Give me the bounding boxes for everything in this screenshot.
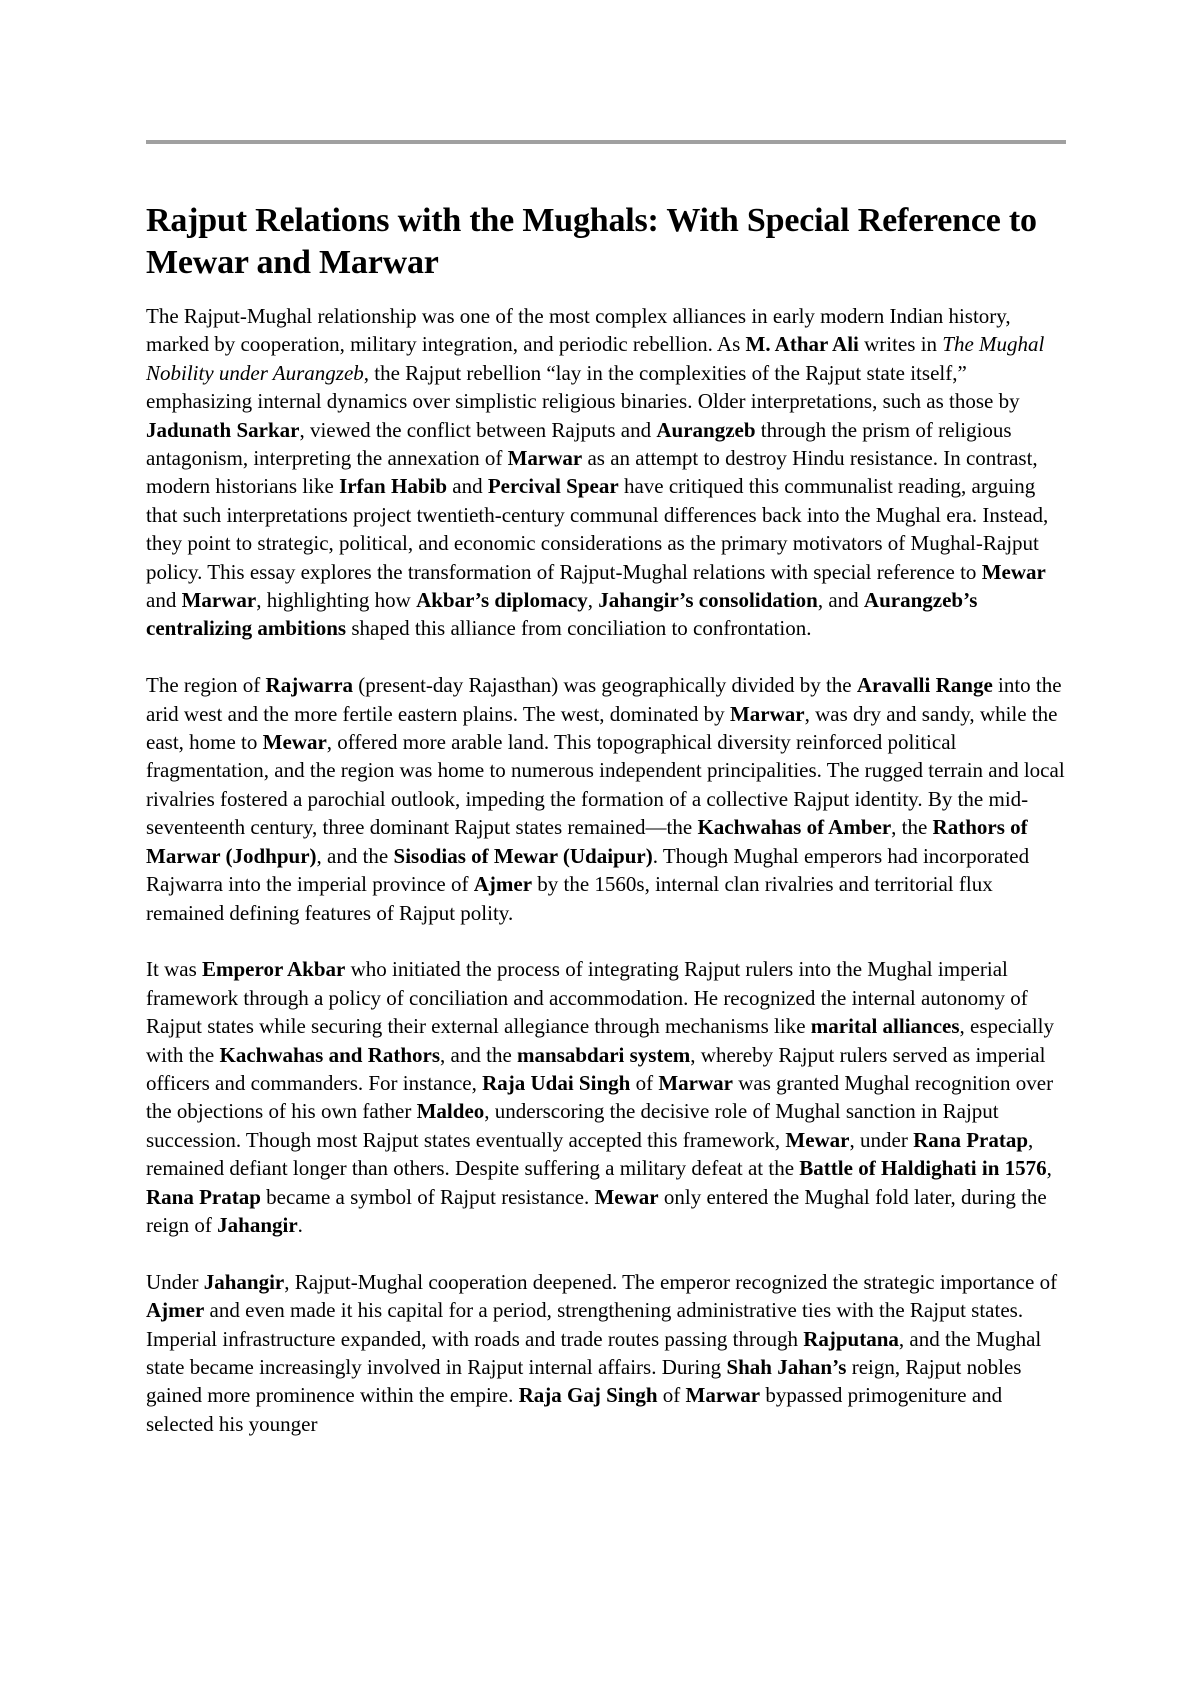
text-run: became a symbol of Rajput resistance. <box>260 1184 595 1209</box>
bold-term: Jadunath Sarkar <box>146 417 300 442</box>
bold-term: Shah Jahan’s <box>726 1354 847 1379</box>
text-run: and <box>447 474 488 499</box>
text-run: , underscoring the decisive role of Mughal sanction in Rajput succession. Though most Rajput states eventually accepted this framework, <box>146 1099 999 1152</box>
paragraph-jahangir <box>146 1268 1066 1438</box>
text-run: bypassed primogeniture and selected his younger <box>146 1383 1003 1436</box>
bold-term: Maldeo <box>416 1099 485 1124</box>
horizontal-rule <box>146 140 1066 144</box>
text-run: into the arid west and the more fertile eastern plains. The west, dominated by <box>146 673 1062 726</box>
bold-term: mansabdari system <box>517 1042 691 1067</box>
bold-term: Jahangir’s consolidation <box>598 588 818 613</box>
document-page <box>146 140 1066 1467</box>
paragraph-intro <box>146 302 1066 643</box>
bold-term: Aurangzeb’s centralizing ambitions <box>146 588 978 641</box>
text-run: . <box>297 1212 303 1237</box>
text-run: shaped this alliance from conciliation to confrontation. <box>346 616 812 641</box>
document-title: Rajput Relations with the Mughals: With Special Reference to Mewar and Marwar <box>146 202 1037 281</box>
text-run: , the <box>891 815 933 840</box>
bold-term: Percival Spear <box>487 474 619 499</box>
text-run: writes in <box>858 332 943 357</box>
bold-term: Marwar <box>507 446 583 471</box>
text-run: , offered more arable land. This topographical diversity reinforced political fragmentation, and the region was home to numerous independent principalities. The rugged terrain and local rivalries fostered a parochial outlook, impeding the formation of a collective Rajput identity. By the mid-seventeenth century, three dominant Rajput states remained—the <box>146 730 1065 840</box>
bold-term: Marwar <box>658 1070 733 1095</box>
text-run: (present-day Rajasthan) was geographically divided by the <box>353 673 857 698</box>
italic-title: The Mughal Nobility under Aurangzeb <box>146 332 1045 385</box>
bold-term: Rathors of Marwar (Jodhpur) <box>146 815 1028 868</box>
bold-term: marital alliances <box>810 1014 960 1039</box>
bold-term: Raja Udai Singh <box>482 1070 631 1095</box>
text-run: Under <box>146 1269 204 1294</box>
text-run: , under <box>849 1127 914 1152</box>
bold-term: Marwar <box>181 588 257 613</box>
bold-term: Kachwahas and Rathors <box>219 1042 441 1067</box>
text-run: and even made it his capital for a period, strengthening administrative ties with the Rajput states. Imperial infrastructure expanded, with roads and trade routes passing through <box>146 1298 1024 1351</box>
paragraph-geography <box>146 671 1066 927</box>
text-run: was granted Mughal recognition over the objections of his own father <box>146 1070 1054 1124</box>
text-run: , and the <box>316 843 394 868</box>
text-run: by the 1560s, internal clan rivalries and territorial flux remained defining features of Rajput polity. <box>146 872 993 925</box>
text-run: , Rajput-Mughal cooperation deepened. The emperor recognized the strategic importance of <box>284 1269 1058 1294</box>
text-run: , <box>587 588 599 613</box>
bold-term: Rana Pratap <box>146 1184 261 1209</box>
text-run: of <box>657 1383 686 1408</box>
bold-term: Aravalli Range <box>856 673 993 698</box>
text-run: only entered the Mughal fold later, during the reign of <box>146 1184 1047 1237</box>
bold-term: Raja Gaj Singh <box>518 1383 658 1408</box>
text-run: The Rajput-Mughal relationship was one of the most complex alliances in early modern Indian history, marked by cooperation, military integration, and periodic rebellion. As <box>146 304 1011 357</box>
bold-term: Sisodias of Mewar (Udaipur) <box>393 843 653 868</box>
bold-term: Mewar <box>981 559 1046 584</box>
text-run: . Though Mughal emperors had incorporated Rajwarra into the imperial province of <box>146 843 1030 897</box>
text-run: of <box>630 1070 659 1095</box>
bold-term: Battle of Haldighati in 1576 <box>799 1156 1047 1181</box>
bold-term: Irfan Habib <box>339 474 448 499</box>
text-run: , was dry and sandy, while the east, home to <box>146 701 1058 755</box>
text-run: It was <box>146 957 202 982</box>
text-run: have critiqued this communalist reading, arguing that such interpretations project twentieth-century communal differences back into the Mughal era. Instead, they point to strategic, political, and economic considerations as the primary motivators of Mughal-Rajput policy. This essay explores the transformation of Rajput-Mughal relations with special reference to <box>146 474 1049 584</box>
text-run: , viewed the conflict between Rajputs and <box>299 417 657 442</box>
text-run: , and the <box>440 1042 518 1067</box>
text-run: , and the Mughal state became increasingly involved in Rajput internal affairs. During <box>146 1326 1042 1379</box>
bold-term: Jahangir <box>217 1212 298 1237</box>
bold-term: Rana Pratap <box>913 1127 1029 1152</box>
text-run: as an attempt to destroy Hindu resistance. In contrast, modern historians like <box>146 446 1038 499</box>
bold-term: Akbar’s diplomacy <box>416 588 588 613</box>
paragraph-akbar <box>146 955 1066 1239</box>
text-run: , especially with the <box>146 1014 1054 1067</box>
text-run: who initiated the process of integrating Rajput rulers into the Mughal imperial framework through a policy of conciliation and accommodation. He recognized the internal autonomy of Rajput states while securing their external allegiance through mechanisms like <box>146 957 1028 1039</box>
text-run: through the prism of religious antagonism, interpreting the annexation of <box>146 417 1012 471</box>
bold-term: Emperor Akbar <box>202 957 346 982</box>
text-run: The region of <box>146 673 266 698</box>
bold-term: Ajmer <box>146 1298 205 1323</box>
bold-term: Marwar <box>685 1383 761 1408</box>
bold-term: Rajputana <box>803 1326 899 1351</box>
bold-term: M. Athar Ali <box>745 332 859 357</box>
bold-term: Kachwahas of Amber <box>697 815 892 840</box>
bold-term: Marwar <box>729 701 805 726</box>
bold-term: Aurangzeb <box>656 417 756 442</box>
text-run: , <box>1046 1156 1052 1181</box>
text-run: , whereby Rajput rulers served as imperial officers and commanders. For instance, <box>146 1042 1046 1095</box>
bold-term: Mewar <box>262 730 327 755</box>
bold-term: Ajmer <box>473 872 533 897</box>
text-run: , remained defiant longer than others. Despite suffering a military defeat at the <box>146 1127 1034 1181</box>
text-run: , the Rajput rebellion “lay in the complexities of the Rajput state itself,” emphasizing internal dynamics over simplistic religious binaries. Older interpretations, such as those by <box>146 360 1020 414</box>
text-run: , highlighting how <box>256 588 417 613</box>
text-run: and <box>146 588 182 613</box>
text-run: reign, Rajput nobles gained more prominence within the empire. <box>146 1354 1022 1408</box>
bold-term: Jahangir <box>203 1269 285 1294</box>
bold-term: Mewar <box>594 1184 659 1209</box>
bold-term: Mewar <box>785 1127 850 1152</box>
text-run: , and <box>817 588 864 613</box>
bold-term: Rajwarra <box>265 673 354 698</box>
